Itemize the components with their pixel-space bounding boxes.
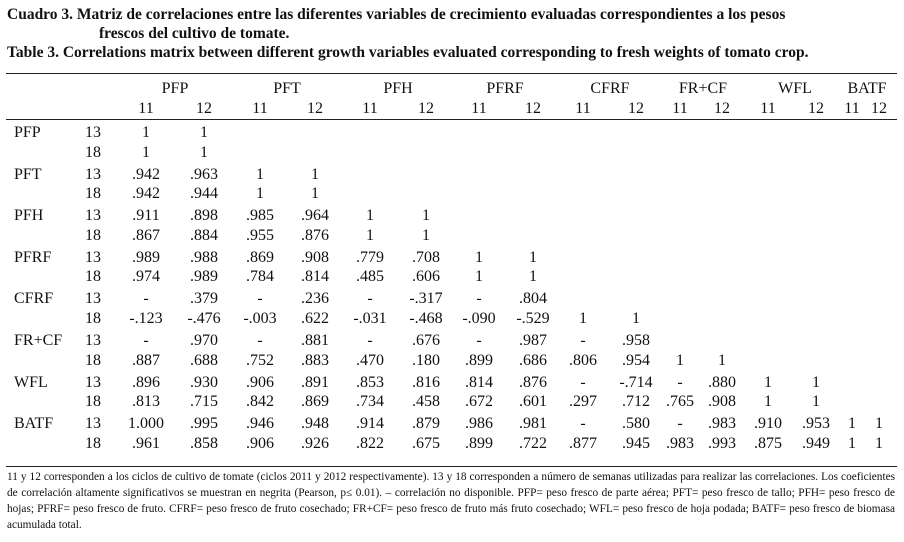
correlation-cell: .676 — [412, 332, 440, 349]
week-label: 13 — [85, 415, 101, 433]
correlation-cell: 1 — [764, 393, 772, 411]
correlation-cell: .986 — [465, 415, 493, 433]
cycle-subheader: 11 — [760, 100, 776, 117]
correlation-cell: .470 — [356, 351, 384, 369]
correlation-cell: .877 — [569, 434, 597, 452]
correlation-cell: .708 — [412, 248, 440, 266]
correlation-cell: .672 — [465, 393, 493, 411]
correlation-cell: .891 — [301, 373, 329, 391]
row-label: PFH — [14, 207, 44, 225]
correlation-cell: 1 — [764, 373, 772, 391]
correlation-cell: -.123 — [129, 309, 163, 327]
correlation-cell: .804 — [519, 290, 547, 308]
correlation-cell: 1 — [718, 351, 726, 369]
correlation-cell: .876 — [301, 226, 329, 244]
correlation-cell: .853 — [356, 373, 384, 391]
correlation-cell: -.003 — [243, 309, 277, 327]
correlation-cell: .601 — [519, 393, 547, 411]
correlation-cell: .779 — [356, 248, 384, 266]
correlation-cell: .974 — [132, 268, 160, 286]
row-label: CFRF — [14, 290, 54, 308]
cycle-subheader: 11 — [138, 100, 154, 117]
correlation-cell: 1 — [422, 207, 430, 225]
correlation-cell: .297 — [569, 393, 597, 411]
correlation-cell: 1 — [848, 434, 856, 452]
week-label: 18 — [85, 143, 101, 161]
correlation-cell: - — [257, 332, 263, 349]
correlation-cell: 1 — [256, 165, 264, 183]
cycle-subheader: 12 — [628, 100, 644, 117]
correlation-cell: .945 — [622, 434, 650, 452]
correlation-cell: 1 — [848, 415, 856, 433]
correlation-cell: .908 — [708, 393, 736, 411]
row-label: WFL — [14, 373, 48, 391]
correlation-cell: .734 — [356, 393, 384, 411]
correlation-cell: .814 — [465, 373, 493, 391]
correlation-cell: .712 — [622, 393, 650, 411]
correlation-cell: 1 — [875, 415, 883, 433]
correlation-cell: .784 — [246, 268, 274, 286]
table-caption — [7, 5, 897, 62]
correlation-cell: .622 — [301, 309, 329, 327]
row-label: PFP — [14, 124, 41, 141]
correlation-cell: .722 — [519, 434, 547, 452]
correlation-cell: 1 — [676, 351, 684, 369]
correlation-cell: 1 — [311, 185, 319, 203]
correlation-cell: - — [143, 290, 149, 308]
correlation-cell: .987 — [519, 332, 547, 349]
correlation-cell: .867 — [132, 226, 160, 244]
cycle-subheader: 12 — [871, 100, 887, 117]
cycle-subheader: 12 — [808, 100, 824, 117]
correlation-cell: 1 — [200, 143, 208, 161]
correlation-cell: - — [677, 373, 683, 391]
correlation-cell: 1 — [256, 185, 264, 203]
column-header: WFL — [778, 80, 812, 97]
correlation-cell: .842 — [246, 393, 274, 411]
correlation-cell: .606 — [412, 268, 440, 286]
row-label: BATF — [14, 415, 54, 433]
week-label: 13 — [85, 165, 101, 183]
correlation-cell: 1 — [812, 393, 820, 411]
correlation-cell: 1 — [422, 226, 430, 244]
cycle-subheader: 11 — [471, 100, 487, 117]
correlation-cell: 1 — [875, 434, 883, 452]
row-label: PFT — [14, 165, 42, 183]
correlation-cell: 1 — [529, 268, 537, 286]
correlation-cell: .879 — [412, 415, 440, 433]
row-label: PFRF — [14, 248, 52, 266]
column-header: PFRF — [486, 80, 524, 97]
correlation-cell: -.317 — [409, 290, 443, 308]
correlation-cell: .953 — [802, 415, 830, 433]
correlation-cell: - — [580, 415, 586, 433]
correlation-cell: .869 — [301, 393, 329, 411]
correlation-cell: 1 — [366, 207, 374, 225]
cycle-subheader: 11 — [252, 100, 268, 117]
column-header: BATF — [847, 80, 887, 97]
cycle-subheader: 12 — [418, 100, 434, 117]
correlation-cell: - — [143, 332, 149, 349]
correlation-cell: .954 — [622, 351, 650, 369]
week-label: 13 — [85, 248, 101, 266]
correlation-cell: .988 — [190, 248, 218, 266]
correlation-cell: .970 — [190, 332, 218, 349]
correlation-cell: .911 — [132, 207, 160, 225]
column-header: PFH — [383, 80, 413, 97]
correlation-cell: .993 — [708, 434, 736, 452]
row-label: FR+CF — [14, 332, 63, 349]
correlation-cell: .485 — [356, 268, 384, 286]
correlation-cell: .458 — [412, 393, 440, 411]
week-label: 18 — [85, 434, 101, 452]
cycle-subheader: 12 — [307, 100, 323, 117]
correlation-cell: .908 — [301, 248, 329, 266]
correlation-cell: .958 — [622, 332, 650, 349]
cycle-subheader: 12 — [714, 100, 730, 117]
correlation-cell: 1 — [812, 373, 820, 391]
cycle-subheader: 12 — [196, 100, 212, 117]
correlation-cell: .688 — [190, 351, 218, 369]
correlation-cell: .906 — [246, 434, 274, 452]
caption-english: Table 3. Correlations matrix between different growth variables evaluated corresponding to fresh weights of tomato crop. — [7, 44, 809, 61]
correlation-cell: .875 — [754, 434, 782, 452]
correlation-cell: .686 — [519, 351, 547, 369]
correlation-cell: 1 — [475, 248, 483, 266]
correlation-cell: .948 — [301, 415, 329, 433]
correlation-cell: - — [580, 373, 586, 391]
correlation-cell: .887 — [132, 351, 160, 369]
correlation-cell: - — [257, 290, 263, 308]
week-label: 18 — [85, 309, 101, 327]
correlation-cell: .983 — [666, 434, 694, 452]
correlation-cell: .946 — [246, 415, 274, 433]
correlation-cell: .995 — [190, 415, 218, 433]
correlation-cell: .813 — [132, 393, 160, 411]
correlation-cell: .930 — [190, 373, 218, 391]
correlation-cell: .989 — [132, 248, 160, 266]
correlation-cell: .910 — [754, 415, 782, 433]
correlation-cell: 1 — [142, 143, 150, 161]
week-label: 13 — [85, 124, 101, 141]
correlation-cell: .765 — [666, 393, 694, 411]
correlation-cell: .899 — [465, 351, 493, 369]
correlation-cell: 1 — [311, 165, 319, 183]
correlation-cell: .898 — [190, 207, 218, 225]
week-label: 13 — [85, 373, 101, 391]
week-label: 13 — [85, 332, 101, 349]
correlation-cell: .983 — [708, 415, 736, 433]
column-header: PFT — [273, 80, 301, 97]
header-rule — [6, 119, 897, 120]
correlation-cell: .379 — [190, 290, 218, 308]
correlation-cell: .822 — [356, 434, 384, 452]
correlation-cell: -.476 — [187, 309, 221, 327]
correlation-cell: .858 — [190, 434, 218, 452]
correlation-cell: .949 — [802, 434, 830, 452]
correlation-cell: .964 — [301, 207, 329, 225]
correlation-cell: - — [367, 290, 373, 308]
correlation-cell: .896 — [132, 373, 160, 391]
week-label: 18 — [85, 226, 101, 244]
correlation-cell: .236 — [301, 290, 329, 308]
correlation-cell: 1 — [529, 248, 537, 266]
correlation-cell: -.468 — [409, 309, 443, 327]
correlation-cell: .926 — [301, 434, 329, 452]
correlation-cell: - — [476, 332, 482, 349]
top-rule — [6, 73, 897, 74]
correlation-cell: 1 — [366, 226, 374, 244]
correlation-cell: - — [476, 290, 482, 308]
correlation-cell: .942 — [132, 185, 160, 203]
correlation-cell: .880 — [708, 373, 736, 391]
correlation-cell: .876 — [519, 373, 547, 391]
correlation-cell: .869 — [246, 248, 274, 266]
correlation-cell: .883 — [301, 351, 329, 369]
bottom-rule — [6, 466, 897, 467]
correlation-cell: 1 — [142, 124, 150, 141]
correlation-cell: .989 — [190, 268, 218, 286]
correlation-cell: .816 — [412, 373, 440, 391]
column-header: PFP — [161, 80, 189, 97]
caption-spanish-line-1: Cuadro 3. Matriz de correlaciones entre las diferentes variables de crecimiento evaluadas correspondientes a los pesos — [7, 6, 786, 23]
correlation-cell: .963 — [190, 165, 218, 183]
correlation-cell: 1 — [200, 124, 208, 141]
correlation-cell: -.529 — [516, 309, 550, 327]
week-label: 18 — [85, 185, 101, 203]
correlation-cell: .881 — [301, 332, 329, 349]
correlation-cell: - — [677, 415, 683, 433]
column-header: FR+CF — [678, 80, 728, 97]
correlation-cell: -.031 — [353, 309, 387, 327]
correlation-cell: .914 — [356, 415, 384, 433]
table-footnote: 11 y 12 corresponden a los ciclos de cultivo de tomate (ciclos 2011 y 2012 respectivamente). 13 y 18 corresponden a número de semanas utilizadas para realizar las correlaciones. Los coeficientes de correlación altamente significativos se muestran en negrita (Pearson, p≤ 0.01). – correlación no disponible. PFP= peso fresco de parte aérea; PFT= peso fresco de tallo; PFH= peso fresco de hojas; PFRF= peso fresco de fruto. CFRF= peso fresco de fruto cosechado; FR+CF= peso fresco de fruto más fruto cosechado; WFL= peso fresco de hoja podada; BATF= peso fresco de biomasa acumulada total. — [7, 471, 895, 531]
correlation-cell: .899 — [465, 434, 493, 452]
correlation-cell: .675 — [412, 434, 440, 452]
correlation-cell: .580 — [622, 415, 650, 433]
cycle-subheader: 11 — [362, 100, 378, 117]
correlation-cell: .944 — [190, 185, 218, 203]
correlation-cell: .981 — [519, 415, 547, 433]
correlation-cell: -.090 — [462, 309, 496, 327]
correlation-cell: .180 — [412, 351, 440, 369]
correlation-cell: 1.000 — [128, 415, 164, 433]
correlation-cell: .884 — [190, 226, 218, 244]
cycle-subheader: 11 — [672, 100, 688, 117]
correlation-cell: - — [367, 332, 373, 349]
week-label: 18 — [85, 268, 101, 286]
caption-spanish-line-2: frescos del cultivo de tomate. — [99, 25, 290, 42]
cycle-subheader: 11 — [575, 100, 591, 117]
week-label: 18 — [85, 351, 101, 369]
correlation-cell: .806 — [569, 351, 597, 369]
correlation-cell: -.714 — [619, 373, 653, 391]
week-label: 13 — [85, 207, 101, 225]
week-label: 13 — [85, 290, 101, 308]
column-header: CFRF — [590, 80, 630, 97]
correlation-cell: .752 — [246, 351, 274, 369]
correlation-cell: - — [580, 332, 586, 349]
correlation-cell: 1 — [632, 309, 640, 327]
cycle-subheader: 12 — [525, 100, 541, 117]
correlation-cell: .955 — [246, 226, 274, 244]
correlation-cell: .715 — [190, 393, 218, 411]
cycle-subheader: 11 — [844, 100, 860, 117]
correlation-cell: 1 — [579, 309, 587, 327]
correlation-cell: 1 — [475, 268, 483, 286]
correlation-cell: .985 — [246, 207, 274, 225]
week-label: 18 — [85, 393, 101, 411]
correlation-cell: .961 — [132, 434, 160, 452]
correlation-cell: .942 — [132, 165, 160, 183]
correlation-cell: .814 — [301, 268, 329, 286]
correlation-cell: .906 — [246, 373, 274, 391]
